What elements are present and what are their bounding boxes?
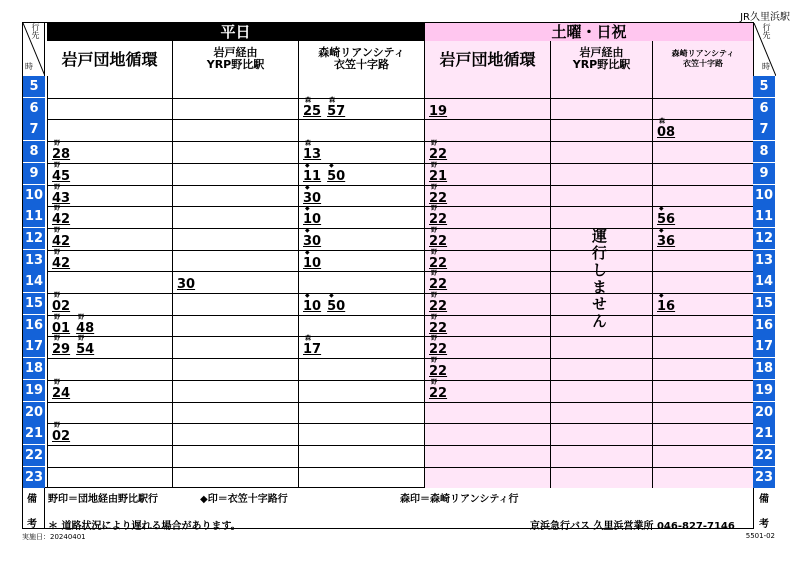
hour-label-left: 7 <box>23 119 45 141</box>
departure-mark: 野 <box>431 227 438 234</box>
hour-label-left: 19 <box>23 380 45 402</box>
departure-mark: ◆ <box>305 184 310 191</box>
departure-cell <box>424 228 447 250</box>
departure-minute: 17 森 <box>303 335 322 357</box>
departure-cell <box>47 250 70 272</box>
departure-mark: ◆ <box>305 162 310 169</box>
departure-minute: 01 野 <box>52 314 71 336</box>
departure-mark: 野 <box>54 184 61 191</box>
column-divider <box>550 76 551 488</box>
departure-mark: 野 <box>54 314 61 321</box>
note-delay: ＊ 道路状況により遅れる場合があります。 <box>48 521 241 532</box>
departure-mark: 野 <box>78 335 85 342</box>
departure-minute: 30 <box>177 277 196 292</box>
hour-label-right: 18 <box>753 358 775 380</box>
departure-mark: 野 <box>54 379 61 386</box>
departure-minute: 21 野 <box>429 162 448 184</box>
footer-label-top: 備 <box>27 494 37 505</box>
departure-mark: ◆ <box>305 249 310 256</box>
departure-minute: 24 野 <box>52 379 71 401</box>
departure-minute: 48 野 <box>76 314 95 336</box>
hour-label-left: 17 <box>23 336 45 358</box>
hour-label-left: 18 <box>23 358 45 380</box>
weekday-route-iwato: 岩戸団地循環 <box>61 50 158 69</box>
sheet-code: 5501-02 <box>745 532 775 540</box>
footer-label-bottom: 考 <box>27 519 37 530</box>
row-divider <box>47 119 753 120</box>
row-divider <box>47 206 753 207</box>
departure-cell <box>47 315 94 337</box>
departure-mark: 野 <box>78 314 85 321</box>
row-divider <box>47 315 753 316</box>
hour-label-left: 22 <box>23 445 45 467</box>
departure-mark: 森 <box>305 140 312 147</box>
hour-label-left: 21 <box>23 423 45 445</box>
footer-divider <box>44 488 45 529</box>
departure-mark: 野 <box>431 292 438 299</box>
hour-label-right: 9 <box>753 163 775 185</box>
departure-cell <box>652 228 675 250</box>
hour-label-right: 17 <box>753 336 775 358</box>
departure-cell <box>424 98 447 120</box>
row-divider <box>47 141 753 142</box>
corner-cell-right <box>753 23 775 76</box>
departure-mark: 森 <box>329 97 336 104</box>
note-diamond-mark: ◆印＝衣笠十字路行 <box>200 494 288 505</box>
departure-cell <box>47 228 70 250</box>
departure-minute: 16 ◆ <box>657 292 676 314</box>
departure-minute: 43 野 <box>52 184 71 206</box>
departure-minute: 45 野 <box>52 162 71 184</box>
hour-label-left: 6 <box>23 98 45 120</box>
hour-label-right: 11 <box>753 206 775 228</box>
departure-cell <box>424 380 447 402</box>
departure-minute: 30 ◆ <box>303 227 322 249</box>
departure-minute: 22 野 <box>429 140 448 162</box>
departure-mark: 野 <box>431 314 438 321</box>
hour-label-left: 23 <box>23 467 45 489</box>
corner-cell-left <box>23 23 45 76</box>
departure-mark: 野 <box>431 249 438 256</box>
hour-label-left: 13 <box>23 250 45 272</box>
hour-label-left: 10 <box>23 185 45 207</box>
hour-label-right: 19 <box>753 380 775 402</box>
hour-label-right: 14 <box>753 271 775 293</box>
departure-minute: 22 野 <box>429 270 448 292</box>
departure-mark: 森 <box>659 118 666 125</box>
hour-label-right: 13 <box>753 250 775 272</box>
departure-minute: 42 野 <box>52 249 71 271</box>
operator-info: 京浜急行バス 久里浜営業所 046-827-7146 <box>530 521 735 532</box>
row-divider <box>47 380 753 381</box>
departure-cell <box>298 250 321 272</box>
departure-cell <box>172 271 195 293</box>
row-divider <box>47 445 753 446</box>
departure-mark: ◆ <box>329 162 334 169</box>
departure-cell <box>652 293 675 315</box>
row-divider <box>47 228 753 229</box>
departure-mark: ◆ <box>659 205 664 212</box>
column-divider <box>298 76 299 488</box>
departure-cell <box>298 163 345 185</box>
footer-divider <box>753 488 754 529</box>
departure-minute: 42 野 <box>52 205 71 227</box>
departure-cell <box>47 185 70 207</box>
row-divider <box>47 185 753 186</box>
departure-minute: 10 ◆ <box>303 292 322 314</box>
departure-cell <box>47 293 70 315</box>
corner-top-label-right: 行先 <box>762 23 771 39</box>
weekend-route-morisaki: 森崎リアンシティ 衣笠十字路 <box>652 41 753 76</box>
corner-bottom-label: 時 <box>25 62 33 71</box>
departure-minute: 30 ◆ <box>303 184 322 206</box>
weekend-header: 土曜・日祝 <box>424 23 753 41</box>
departure-cell <box>47 423 70 445</box>
departure-minute: 50 ◆ <box>327 292 346 314</box>
departure-mark: 野 <box>54 140 61 147</box>
hour-label-right: 20 <box>753 402 775 424</box>
hour-label-right: 10 <box>753 185 775 207</box>
departure-cell <box>424 271 447 293</box>
departure-cell <box>47 141 70 163</box>
departure-cell <box>424 293 447 315</box>
departure-mark: 野 <box>431 162 438 169</box>
row-divider <box>47 250 753 251</box>
departure-minute: 02 野 <box>52 292 71 314</box>
departure-cell <box>298 228 321 250</box>
departure-mark: ◆ <box>305 292 310 299</box>
departure-mark: 森 <box>305 97 312 104</box>
hour-label-right: 5 <box>753 76 775 98</box>
hour-label-left: 20 <box>23 402 45 424</box>
row-divider <box>47 163 753 164</box>
departure-cell <box>298 98 345 120</box>
row-divider <box>47 336 753 337</box>
departure-minute: 22 野 <box>429 335 448 357</box>
weekday-route-yrp: 岩戸経由 YRP野比駅 <box>172 41 298 76</box>
departure-minute: 57 森 <box>327 97 346 119</box>
departure-mark: 野 <box>431 184 438 191</box>
effective-date: 実施日：20240401 <box>22 533 86 541</box>
row-divider <box>47 423 753 424</box>
station-name: JR久里浜駅 <box>740 12 790 23</box>
departure-minute: 22 野 <box>429 227 448 249</box>
note-mori-mark: 森印＝森崎リアンシティ行 <box>400 494 519 505</box>
hour-label-right: 16 <box>753 315 775 337</box>
departure-minute: 25 森 <box>303 97 322 119</box>
hour-label-right: 12 <box>753 228 775 250</box>
departure-minute: 10 ◆ <box>303 205 322 227</box>
departure-minute: 22 野 <box>429 379 448 401</box>
weekday-route-morisaki: 森崎リアンシティ 衣笠十字路 <box>298 41 424 76</box>
hour-label-right: 7 <box>753 119 775 141</box>
hour-label-left: 5 <box>23 76 45 98</box>
hour-label-right: 6 <box>753 98 775 120</box>
hour-label-left: 15 <box>23 293 45 315</box>
departure-minute: 54 野 <box>76 335 95 357</box>
departure-minute: 22 野 <box>429 292 448 314</box>
departure-minute: 22 野 <box>429 357 448 379</box>
departure-cell <box>47 336 94 358</box>
departure-minute: 36 ◆ <box>657 227 676 249</box>
departure-minute: 50 ◆ <box>327 162 346 184</box>
departure-mark: ◆ <box>305 227 310 234</box>
departure-cell <box>298 185 321 207</box>
departure-cell <box>424 358 447 380</box>
departure-mark: 野 <box>431 140 438 147</box>
departure-minute: 22 野 <box>429 314 448 336</box>
departure-mark: 野 <box>431 379 438 386</box>
departure-mark: 野 <box>54 292 61 299</box>
departure-minute: 22 野 <box>429 205 448 227</box>
row-divider <box>47 98 753 99</box>
departure-minute: 10 ◆ <box>303 249 322 271</box>
corner-bottom-label-right: 時 <box>762 62 770 71</box>
departure-cell <box>47 206 70 228</box>
row-divider <box>47 293 753 294</box>
row-divider <box>47 467 753 468</box>
weekday-header: 平日 <box>47 23 424 41</box>
hour-label-right: 22 <box>753 445 775 467</box>
departure-cell <box>298 206 321 228</box>
weekend-yrp-suspended: 運行しません <box>590 228 608 330</box>
hour-label-right: 8 <box>753 141 775 163</box>
hour-label-left: 9 <box>23 163 45 185</box>
departure-minute: 08 森 <box>657 118 676 140</box>
departure-mark: 野 <box>54 335 61 342</box>
departure-minute: 42 野 <box>52 227 71 249</box>
departure-cell <box>298 141 321 163</box>
departure-mark: ◆ <box>659 227 664 234</box>
row-divider <box>47 358 753 359</box>
departure-cell <box>424 250 447 272</box>
departure-minute: 28 野 <box>52 140 71 162</box>
departure-minute: 11 ◆ <box>303 162 322 184</box>
departure-cell <box>652 206 675 228</box>
hour-label-right: 15 <box>753 293 775 315</box>
departure-mark: ◆ <box>305 205 310 212</box>
departure-cell <box>424 185 447 207</box>
departure-cell <box>424 163 447 185</box>
hour-label-left: 12 <box>23 228 45 250</box>
row-divider <box>47 271 753 272</box>
hour-label-left: 14 <box>23 271 45 293</box>
footer-label-top-right: 備 <box>759 494 769 505</box>
departure-cell <box>298 336 321 358</box>
departure-mark: 野 <box>431 335 438 342</box>
row-divider <box>47 402 753 403</box>
footer-label-bottom-right: 考 <box>759 519 769 530</box>
hour-label-left: 16 <box>23 315 45 337</box>
departure-minute: 13 森 <box>303 140 322 162</box>
hour-label-right: 21 <box>753 423 775 445</box>
departure-cell <box>652 119 675 141</box>
departure-mark: 野 <box>54 162 61 169</box>
departure-mark: 野 <box>54 227 61 234</box>
departure-cell <box>424 206 447 228</box>
departure-mark: 野 <box>431 205 438 212</box>
hour-label-left: 11 <box>23 206 45 228</box>
note-no-mark: 野印＝団地経由野比駅行 <box>48 494 158 505</box>
departure-minute: 02 野 <box>52 422 71 444</box>
departure-mark: 野 <box>54 249 61 256</box>
corner-top-label: 行先 <box>31 23 40 39</box>
departure-mark: 野 <box>431 357 438 364</box>
departure-cell <box>298 293 345 315</box>
departure-mark: 野 <box>54 205 61 212</box>
departure-minute: 56 ◆ <box>657 205 676 227</box>
departure-cell <box>424 315 447 337</box>
departure-cell <box>47 380 70 402</box>
hour-label-right: 23 <box>753 467 775 489</box>
departure-minute: 22 野 <box>429 249 448 271</box>
departure-minute: 29 野 <box>52 335 71 357</box>
weekend-route-iwato: 岩戸団地循環 <box>424 41 550 76</box>
departure-mark: 野 <box>54 422 61 429</box>
departure-mark: ◆ <box>659 292 664 299</box>
departure-cell <box>47 163 70 185</box>
departure-mark: 森 <box>305 335 312 342</box>
hour-label-left: 8 <box>23 141 45 163</box>
departure-cell <box>424 141 447 163</box>
departure-minute: 22 野 <box>429 184 448 206</box>
departure-mark: ◆ <box>329 292 334 299</box>
departure-minute: 19 <box>429 104 448 119</box>
weekend-route-yrp: 岩戸経由 YRP野比駅 <box>550 41 652 76</box>
departure-mark: 野 <box>431 270 438 277</box>
departure-cell <box>424 336 447 358</box>
